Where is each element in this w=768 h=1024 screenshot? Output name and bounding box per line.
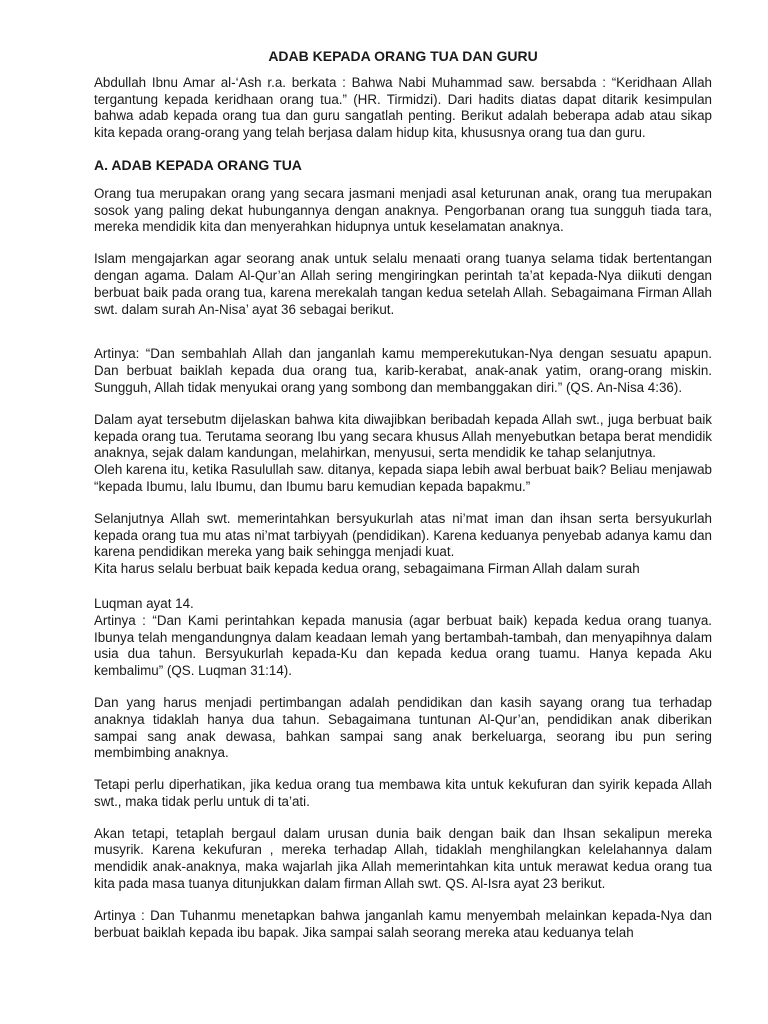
section-heading: A. ADAB KEPADA ORANG TUA [94,156,302,173]
paragraph: Dan yang harus menjadi pertimbangan adalah pendidikan dan kasih sayang orang tua terhadap anaknya tidaklah hanya dua tahun. Sebagaimana tuntunan Al-Qur’an, pendidikan anak diberikan sampai sang anak dewasa, bahkan sampai sang anak berkeluarga, seorang ibu pun sering membimbing anaknya. [94,694,712,761]
verse-translation: Artinya : “Dan Kami perintahkan kepada manusia (agar berbuat baik) kepada kedua orang tuanya. Ibunya telah mengandungnya dalam keadaan lemah yang bertambah-tambah, dan menyapihnya dalam usia dua tahun. Bersyukurlah kepada-Ku dan kepada kedua orang tuamu. Hanya kepada Aku kembalimu” (QS. Luqman 31:14). [94,612,712,679]
intro-paragraph: Abdullah Ibnu Amar al-‘Ash r.a. berkata : Bahwa Nabi Muhammad saw. bersabda : “Keridhaan Allah tergantung kepada keridhaan orang tua.” (HR. Tirmidzi). Dari hadits diatas dapat ditarik kesimpulan bahwa adab kepada orang tua dan guru sangatlah penting. Berikut adalah beberapa adab atau sikap kita kepada orang-orang yang telah berjasa dalam hidup kita, khususnya orang tua dan guru. [94,74,712,141]
document-body [94,48,712,956]
paragraph: Luqman ayat 14. [94,595,194,611]
document-title: ADAB KEPADA ORANG TUA DAN GURU [268,48,538,64]
paragraph: Selanjutnya Allah swt. memerintahkan bersyukurlah atas ni’mat iman dan ihsan serta bersyukurlah kepada orang tua mu atas ni’mat tarbiyyah (pendidikan). Karena keduanya penyebab adanya kamu dan karena pendidikan mereka yang baik sehingga menjadi kuat. [94,510,712,560]
verse-translation: Artinya : Dan Tuhanmu menetapkan bahwa janganlah kamu menyembah melainkan kepada-Nya dan berbuat baiklah kepada ibu bapak. Jika sampai salah seorang mereka atau keduanya telah [94,907,712,940]
paragraph: Oleh karena itu, ketika Rasulullah saw. ditanya, kepada siapa lebih awal berbuat baik? Beliau menjawab “kepada Ibumu, lalu Ibumu, dan Ibumu baru kemudian kepada bapakmu.” [94,462,712,494]
paragraph: Tetapi perlu diperhatikan, jika kedua orang tua membawa kita untuk kekufuran dan syirik kepada Allah swt., maka tidak perlu untuk di ta’ati. [94,777,712,809]
verse-translation: Artinya: “Dan sembahlah Allah dan janganlah kamu memperekutukan-Nya dengan sesuatu apapun. Dan berbuat baiklah kepada dua orang tua, karib-kerabat, anak-anak yatim, orang-orang miskin. Sungguh, Allah tidak menyukai orang yang sombong dan membanggakan diri.” (QS. An-Nisa 4:36). [94,346,712,395]
paragraph: Islam mengajarkan agar seorang anak untuk selalu menaati orang tuanya selama tidak bertentangan dengan agama. Dalam Al-Qur’an Allah sering mengiringkan perintah ta’at kepada-Nya diikuti dengan berbuat baik pada orang tua, karena merekalah tangan kedua setelah Allah. Sebagaimana Firman Allah swt. dalam surah An-Nisa’ ayat 36 sebagai berikut. [94,251,712,317]
paragraph: Dalam ayat tersebutm dijelaskan bahwa kita diwajibkan beribadah kepada Allah swt., juga berbuat baik kepada orang tua. Terutama seorang Ibu yang secara khusus Allah menyebutkan betapa berat mendidik anaknya, sejak dalam kandungan, melahirkan, menyusui, serta mendidik ke tahap selanjutnya. [94,411,712,461]
paragraph: Kita harus selalu berbuat baik kepada kedua orang, sebagaimana Firman Allah dalam surah [94,561,640,577]
paragraph: Akan tetapi, tetaplah bergaul dalam urusan dunia baik dengan baik dan Ihsan sekalipun mereka musyrik. Karena kekufuran , mereka terhadap Allah, tidaklah menghilangkan kelelahannya dalam mendidik anak-anaknya, maka wajarlah jika Allah memerintahkan kita untuk merawat kedua orang tua kita pada masa tuanya ditunjukkan dalam firman Allah swt. QS. Al-Isra ayat 23 berikut. [94,825,712,892]
paragraph: Orang tua merupakan orang yang secara jasmani menjadi asal keturunan anak, orang tua merupakan sosok yang paling dekat hubungannya dengan anaknya. Pengorbanan orang tua sungguh tiada tara, mereka mendidik kita dan menyerahkan hidupnya untuk keselamatan anaknya. [94,185,712,235]
